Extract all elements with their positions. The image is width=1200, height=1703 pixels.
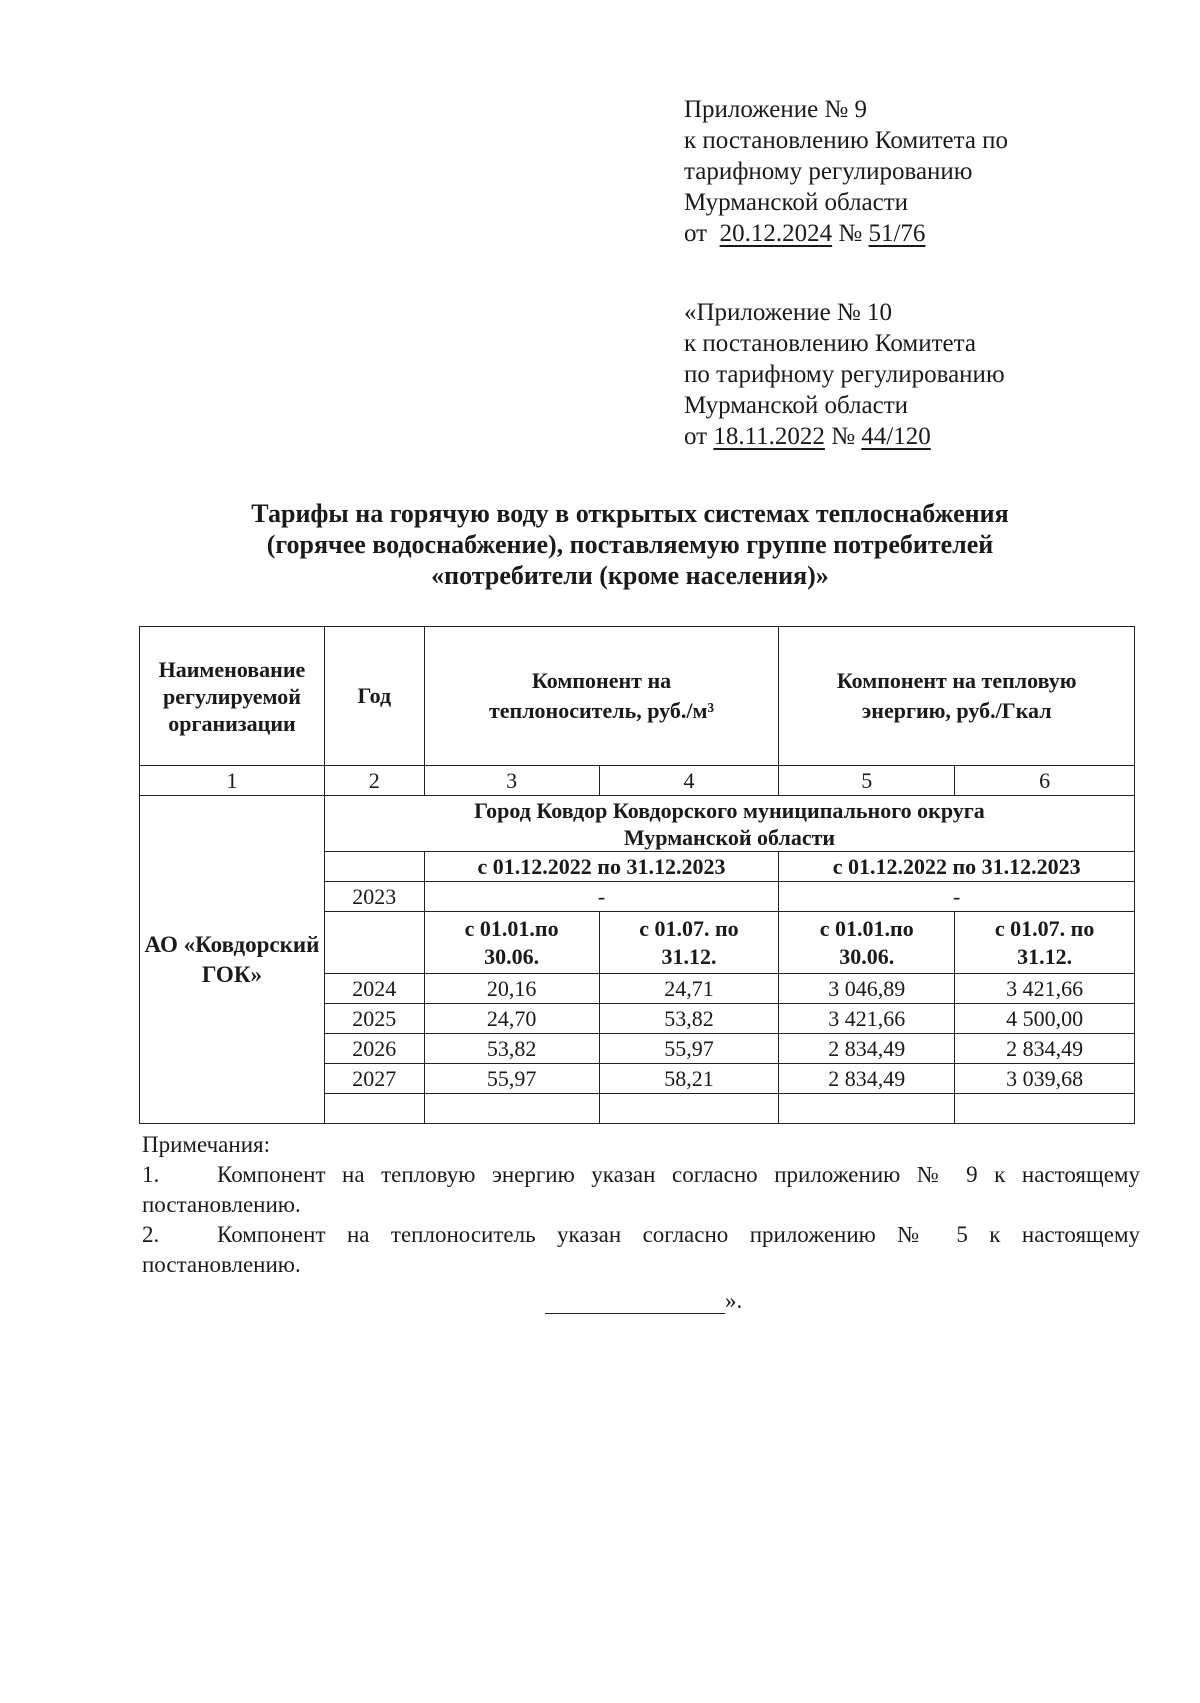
- header-org: Наименование регулируемой организации: [140, 627, 325, 766]
- appendix-10-line: к постановлению Комитета: [684, 330, 976, 357]
- document-title: [140, 498, 1120, 591]
- carrier-h2-cell: 58,21: [599, 1064, 779, 1094]
- header-year: Год: [324, 627, 424, 766]
- column-number-row: [140, 766, 1135, 796]
- title-line: (горячее водоснабжение), поставляемую группе потребителей: [266, 530, 994, 559]
- empty-cell: [955, 1094, 1135, 1124]
- notes-heading: Примечания:: [142, 1132, 270, 1157]
- dash-carrier: -: [424, 882, 779, 912]
- empty-cell: [779, 1094, 955, 1124]
- energy-h2-cell: 3 421,66: [955, 974, 1135, 1004]
- from-label: от: [684, 423, 708, 450]
- resolution-date: 18.11.2022: [713, 423, 825, 450]
- year-cell: 2023: [324, 882, 424, 912]
- closing-mark: ».: [725, 1288, 743, 1313]
- carrier-h1-cell: 20,16: [424, 974, 599, 1004]
- note-continuation: постановлению.: [142, 1252, 301, 1277]
- col-number: 3: [424, 766, 599, 796]
- note-number: 1.: [142, 1162, 160, 1187]
- resolution-number: 51/76: [868, 220, 926, 247]
- col-number: 5: [779, 766, 955, 796]
- carrier-h1-cell: 55,97: [424, 1064, 599, 1094]
- number-sign: №: [831, 423, 856, 450]
- title-line: Тарифы на горячую воду в открытых системах теплоснабжения: [251, 499, 1009, 528]
- energy-h2-cell: 4 500,00: [955, 1004, 1135, 1034]
- note-text: Компонент на теплоноситель указан согласно приложению № 5 к настоящему: [217, 1222, 1140, 1247]
- energy-h1-cell: 2 834,49: [779, 1064, 955, 1094]
- col-number: 1: [140, 766, 325, 796]
- col-number: 2: [324, 766, 424, 796]
- title-line: «потребители (кроме населения)»: [431, 561, 829, 590]
- appendix-10-block: [684, 297, 1005, 452]
- period-energy: с 01.12.2022 по 31.12.2023: [779, 852, 1135, 882]
- tariff-table: [139, 626, 1135, 1124]
- dash-energy: -: [779, 882, 1135, 912]
- header-energy: Компонент на тепловую энергию, руб./Гкал: [779, 627, 1135, 766]
- resolution-date: 20.12.2024: [719, 220, 833, 247]
- year-cell: 2026: [324, 1034, 424, 1064]
- appendix-9-block: [684, 94, 1008, 249]
- energy-h1-cell: 3 046,89: [779, 974, 955, 1004]
- half-2-carrier: с 01.07. по 31.12.: [599, 912, 779, 974]
- appendix-10-line: Мурманской области: [684, 392, 909, 419]
- empty-cell: [324, 1094, 424, 1124]
- empty-cell: [324, 852, 424, 882]
- appendix-9-line: тарифному регулированию: [684, 158, 973, 185]
- appendix-9-line: к постановлению Комитета по: [684, 127, 1009, 154]
- territory-name: Город Ковдор Ковдорского муниципального округа Мурманской области: [324, 796, 1134, 852]
- col-number: 6: [955, 766, 1135, 796]
- appendix-10-line: «Приложение № 10: [684, 299, 893, 326]
- note-number: 2.: [142, 1222, 160, 1247]
- energy-h1-cell: 3 421,66: [779, 1004, 955, 1034]
- half-2-energy: с 01.07. по 31.12.: [955, 912, 1135, 974]
- appendix-10-line: по тарифному регулированию: [684, 361, 1005, 388]
- note-text: Компонент на тепловую энергию указан согласно приложению № 9 к настоящему: [217, 1162, 1140, 1187]
- from-label: от: [684, 220, 708, 247]
- period-carrier: с 01.12.2022 по 31.12.2023: [424, 852, 779, 882]
- note-continuation: постановлению.: [142, 1192, 301, 1217]
- appendix-9-line: Мурманской области: [684, 189, 909, 216]
- col-number: 4: [599, 766, 779, 796]
- empty-cell: [424, 1094, 599, 1124]
- year-cell: 2024: [324, 974, 424, 1004]
- appendix-9-date-line: [684, 218, 1008, 249]
- closing-line: [545, 1288, 742, 1314]
- resolution-number: 44/120: [861, 423, 931, 450]
- organization-name: АО «Ковдорский ГОК»: [140, 796, 325, 1124]
- half-1-carrier: с 01.01.по 30.06.: [424, 912, 599, 974]
- appendix-9-line: Приложение № 9: [684, 96, 868, 123]
- carrier-h1-cell: 53,82: [424, 1034, 599, 1064]
- energy-h2-cell: 2 834,49: [955, 1034, 1135, 1064]
- appendix-10-date-line: [684, 421, 1005, 452]
- energy-h2-cell: 3 039,68: [955, 1064, 1135, 1094]
- half-1-energy: с 01.01.по 30.06.: [779, 912, 955, 974]
- notes-section: [142, 1130, 1140, 1280]
- header-carrier: Компонент на теплоноситель, руб./м³: [424, 627, 779, 766]
- signature-line: [545, 1293, 725, 1314]
- carrier-h1-cell: 24,70: [424, 1004, 599, 1034]
- year-cell: 2025: [324, 1004, 424, 1034]
- territory-row: [140, 796, 1135, 852]
- note-item: [142, 1220, 1140, 1250]
- carrier-h2-cell: 53,82: [599, 1004, 779, 1034]
- carrier-h2-cell: 55,97: [599, 1034, 779, 1064]
- table-header-row: [140, 627, 1135, 766]
- empty-cell: [324, 912, 424, 974]
- year-cell: 2027: [324, 1064, 424, 1094]
- empty-cell: [599, 1094, 779, 1124]
- energy-h1-cell: 2 834,49: [779, 1034, 955, 1064]
- note-item: [142, 1160, 1140, 1190]
- number-sign: №: [838, 220, 863, 247]
- carrier-h2-cell: 24,71: [599, 974, 779, 1004]
